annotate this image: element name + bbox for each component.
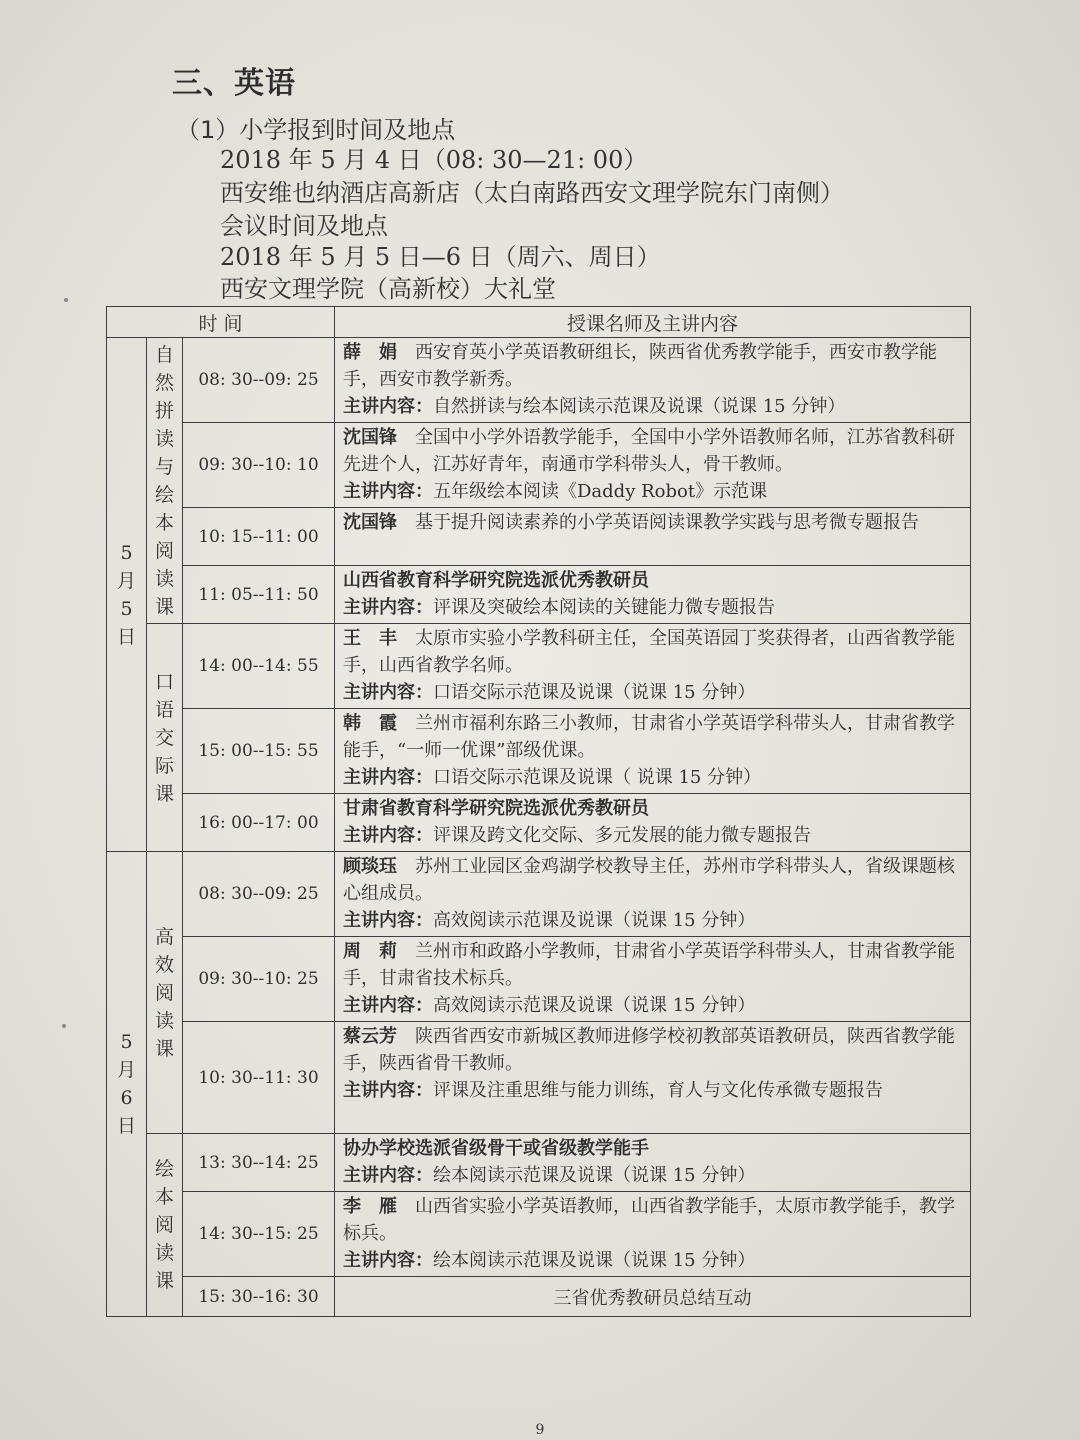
session-time: 13: 30--14: 25 (183, 1134, 335, 1192)
topic-label-picture-book: 绘 本 阅 读 课 (147, 1134, 183, 1317)
topic-label: 主讲内容： (343, 995, 433, 1016)
teacher-name: 协办学校选派省级骨干或省级教学能手 (343, 1138, 649, 1159)
table-row (107, 423, 971, 508)
session-content (335, 1134, 971, 1192)
topic-label: 主讲内容： (343, 825, 433, 846)
table-row (107, 1277, 971, 1317)
topic-text: 评课及跨文化交际、多元发展的能力微专题报告 (433, 825, 811, 846)
table-row (107, 508, 971, 566)
session-time: 16: 00--17: 00 (183, 794, 335, 852)
teacher-name: 周 莉 (343, 941, 397, 962)
session-summary: 三省优秀教研员总结互动 (335, 1277, 971, 1317)
registration-date: 2018 年 5 月 4 日（08: 30—21: 00） (220, 146, 648, 174)
session-time: 08: 30--09: 25 (183, 852, 335, 937)
session-content (335, 852, 971, 937)
teacher-name: 蔡云芳 (343, 1026, 397, 1047)
header-time: 时 间 (107, 307, 335, 338)
topic-label: 主讲内容： (343, 481, 433, 502)
session-time: 15: 00--15: 55 (183, 709, 335, 794)
day-label-may-5: 5 月 5 日 (107, 338, 147, 852)
session-time: 11: 05--11: 50 (183, 566, 335, 624)
topic-text: 自然拼读与绘本阅读示范课及说课（说课 15 分钟） (433, 396, 846, 417)
session-time: 14: 30--15: 25 (183, 1192, 335, 1277)
session-time: 15: 30--16: 30 (183, 1277, 335, 1317)
session-content (335, 624, 971, 709)
table-row (107, 1134, 971, 1192)
registration-place: 西安维也纳酒店高新店（太白南路西安文理学院东门南侧） (220, 179, 844, 207)
teacher-name: 王 丰 (343, 628, 397, 649)
topic-label: 主讲内容： (343, 682, 433, 703)
paper-speck (62, 1024, 66, 1028)
topic-text: 绘本阅读示范课及说课（说课 15 分钟） (433, 1250, 756, 1271)
session-content (335, 423, 971, 508)
page-number: 9 (535, 1422, 545, 1438)
teacher-name: 韩 霞 (343, 713, 397, 734)
paper-speck (64, 298, 68, 302)
teacher-desc: 西安育英小学英语教研组长，陕西省优秀教学能手，西安市教学能手，西安市教学新秀。 (343, 342, 937, 390)
section-title: 三、英语 (172, 66, 296, 101)
topic-text: 高效阅读示范课及说课（说课 15 分钟） (433, 910, 756, 931)
topic-text: 绘本阅读示范课及说课（说课 15 分钟） (433, 1165, 756, 1186)
topic-label: 主讲内容： (343, 597, 433, 618)
topic-text: 五年级绘本阅读《Daddy Robot》示范课 (433, 481, 768, 502)
teacher-name: 沈国锋 (343, 512, 397, 533)
topic-label-phonics: 自 然 拼 读 与 绘 本 阅 读 课 (147, 338, 183, 624)
table-row (107, 566, 971, 624)
day-label-may-6: 5 月 6 日 (107, 852, 147, 1317)
topic-text: 高效阅读示范课及说课（说课 15 分钟） (433, 995, 756, 1016)
teacher-name: 李 雁 (343, 1196, 397, 1217)
topic-text: 评课及突破绘本阅读的关键能力微专题报告 (433, 597, 775, 618)
table-row (107, 937, 971, 1022)
session-content (335, 566, 971, 624)
session-content (335, 1192, 971, 1277)
topic-label: 主讲内容： (343, 1250, 433, 1271)
table-row (107, 852, 971, 937)
session-time: 08: 30--09: 25 (183, 338, 335, 423)
teacher-desc: 太原市实验小学教科研主任，全国英语园丁奖获得者，山西省教学能手，山西省教学名师。 (343, 628, 955, 676)
session-time: 10: 15--11: 00 (183, 508, 335, 566)
topic-label: 主讲内容： (343, 396, 433, 417)
topic-text: 口语交际示范课及说课（说课 15 分钟） (433, 682, 756, 703)
table-header-row (107, 307, 971, 338)
teacher-desc: 山西省实验小学英语教师，山西省教学能手，太原市教学能手，教学标兵。 (343, 1196, 955, 1244)
meeting-date: 2018 年 5 月 5 日—6 日（周六、周日） (220, 243, 661, 271)
teacher-name: 山西省教育科学研究院选派优秀教研员 (343, 570, 649, 591)
topic-label-efficient-reading: 高 效 阅 读 课 (147, 852, 183, 1134)
meeting-place: 西安文理学院（高新校）大礼堂 (220, 275, 556, 303)
table-row (107, 1192, 971, 1277)
topic-label-oral: 口 语 交 际 课 (147, 624, 183, 852)
table-row (107, 709, 971, 794)
teacher-desc: 苏州工业园区金鸡湖学校教导主任，苏州市学科带头人，省级课题核心组成员。 (343, 856, 955, 904)
session-time: 10: 30--11: 30 (183, 1022, 335, 1134)
session-time: 09: 30--10: 10 (183, 423, 335, 508)
session-content (335, 709, 971, 794)
session-content (335, 508, 971, 566)
teacher-name: 薛 娟 (343, 342, 397, 363)
topic-text: 评课及注重思维与能力训练，育人与文化传承微专题报告 (433, 1080, 883, 1101)
schedule-table (106, 306, 971, 1317)
teacher-name: 甘肃省教育科学研究院选派优秀教研员 (343, 798, 649, 819)
session-time: 14: 00--14: 55 (183, 624, 335, 709)
topic-label: 主讲内容： (343, 767, 433, 788)
session-time: 09: 30--10: 25 (183, 937, 335, 1022)
topic-text: 口语交际示范课及说课（ 说课 15 分钟） (433, 767, 762, 788)
session-content (335, 1022, 971, 1134)
table-row (107, 794, 971, 852)
teacher-name: 顾琰珏 (343, 856, 397, 877)
teacher-name: 沈国锋 (343, 427, 397, 448)
topic-label: 主讲内容： (343, 1165, 433, 1186)
teacher-desc: 全国中小学外语教学能手，全国中小学外语教师名师，江苏省教科研先进个人，江苏好青年，南通市学科带头人，骨干教师。 (343, 427, 955, 475)
teacher-desc: 兰州市福利东路三小教师，甘肃省小学英语学科带头人，甘肃省教学能手，“一师一优课”部级优课。 (343, 713, 955, 761)
header-content: 授课名师及主讲内容 (335, 307, 971, 338)
session-content (335, 338, 971, 423)
topic-label: 主讲内容： (343, 910, 433, 931)
table-row (107, 338, 971, 423)
session-content (335, 794, 971, 852)
teacher-desc: 兰州市和政路小学教师，甘肃省小学英语学科带头人，甘肃省教学能手，甘肃省技术标兵。 (343, 941, 955, 989)
table-row (107, 1022, 971, 1134)
teacher-desc: 陕西省西安市新城区教师进修学校初教部英语教研员，陕西省教学能手，陕西省骨干教师。 (343, 1026, 955, 1074)
teacher-desc: 基于提升阅读素养的小学英语阅读课教学实践与思考微专题报告 (415, 512, 919, 533)
registration-heading: （1）小学报到时间及地点 (176, 116, 456, 144)
topic-label: 主讲内容： (343, 1080, 433, 1101)
meeting-heading: 会议时间及地点 (220, 212, 388, 240)
table-row (107, 624, 971, 709)
session-content (335, 937, 971, 1022)
